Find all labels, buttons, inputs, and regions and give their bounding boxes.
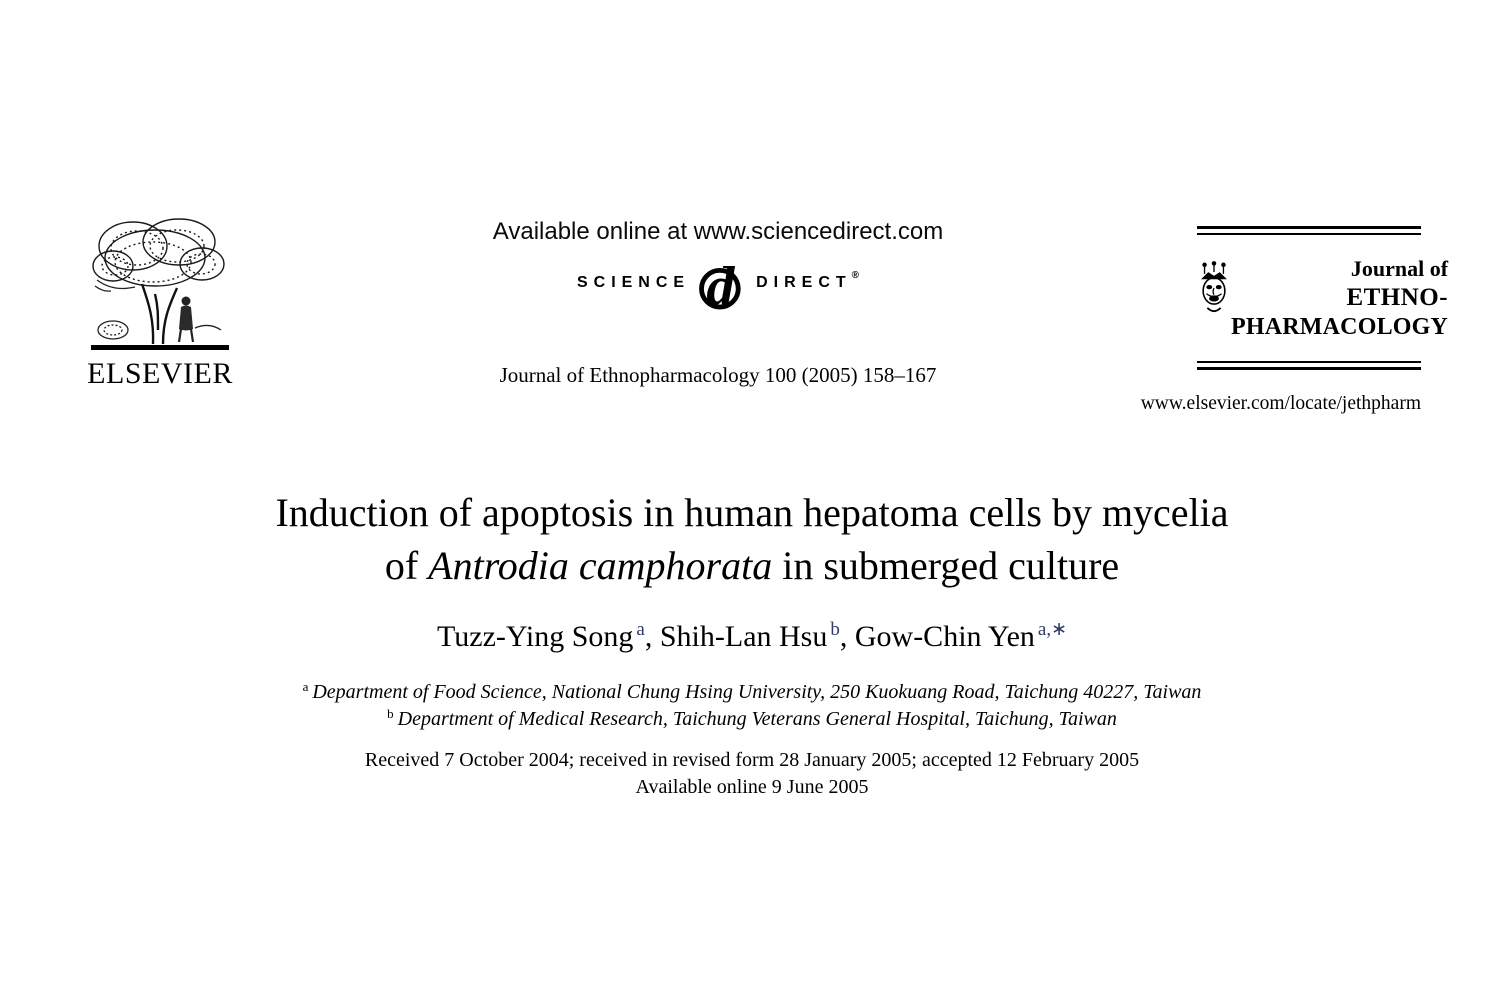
registered-mark-icon: ® (851, 269, 860, 281)
journal-name-line2: ETHNO- (1346, 284, 1449, 311)
elsevier-tree-icon (84, 208, 236, 354)
affiliation-b-text: Department of Medical Research, Taichung Veterans General Hospital, Taichung, Taiwan (397, 708, 1117, 730)
journal-logo-block (1197, 226, 1449, 370)
affiliation-a-text: Department of Food Science, National Chung Hsing University, 250 Kuokuang Road, Taichung 40227, Taiwan (312, 681, 1202, 703)
affiliation-b (2, 708, 1500, 731)
author-3 (855, 620, 1067, 653)
available-online-date-line: Available online 9 June 2005 (635, 776, 869, 798)
sciencedirect-d-icon (694, 249, 752, 318)
author-list (2, 620, 1500, 654)
article-title-line2 (2, 542, 1500, 589)
center-header (493, 218, 943, 388)
author-3-name: Gow-Chin Yen (854, 620, 1035, 653)
affiliation-a-marker: a (302, 679, 309, 694)
title-line2-prefix: of (384, 543, 429, 588)
author-separator: , (839, 620, 855, 653)
mask-emblem-icon (1197, 258, 1231, 323)
author-3-affiliation-link[interactable]: a,∗ (1037, 619, 1067, 640)
author-1-name: Tuzz-Ying Song (437, 620, 634, 653)
top-rule-thin (1197, 233, 1421, 235)
affiliation-b-marker: b (387, 706, 394, 721)
sciencedirect-word-direct: DIRECT (756, 274, 852, 291)
bottom-rule-thick (1197, 367, 1421, 370)
sciencedirect-word-science: SCIENCE (576, 274, 691, 291)
journal-name-line3: PHARMACOLOGY (1231, 314, 1449, 340)
sciencedirect-logo (493, 251, 943, 315)
author-1 (437, 620, 660, 653)
elsevier-wordmark: ELSEVIER (87, 357, 233, 390)
title-line2-suffix: in submerged culture (772, 543, 1120, 588)
article-title-line1: Induction of apoptosis in human hepatoma cells by mycelia (275, 490, 1229, 535)
species-name-italic: Antrodia camphorata (428, 543, 773, 588)
svg-text:d: d (706, 255, 735, 313)
author-2 (660, 620, 855, 653)
journal-homepage-url: www.elsevier.com/locate/jethpharm (1140, 393, 1421, 414)
author-2-name: Shih-Lan Hsu (659, 620, 828, 653)
available-online-text: Available online at www.sciencedirect.com (492, 218, 944, 245)
journal-citation-line: Journal of Ethnopharmacology 100 (2005) 158–167 (499, 363, 937, 387)
affiliation-a (2, 681, 1500, 704)
received-dates-line: Received 7 October 2004; received in revised form 28 January 2005; accepted 12 February 2005 (364, 749, 1140, 771)
journal-name-lines (1231, 258, 1448, 339)
elsevier-logo-block (84, 208, 236, 391)
author-2-affiliation-link[interactable]: b (830, 619, 840, 640)
author-1-affiliation-link[interactable]: a (636, 619, 645, 640)
author-separator: , (644, 620, 660, 653)
journal-name-line1: Journal of (1350, 256, 1449, 281)
scholar-figure (179, 297, 193, 343)
